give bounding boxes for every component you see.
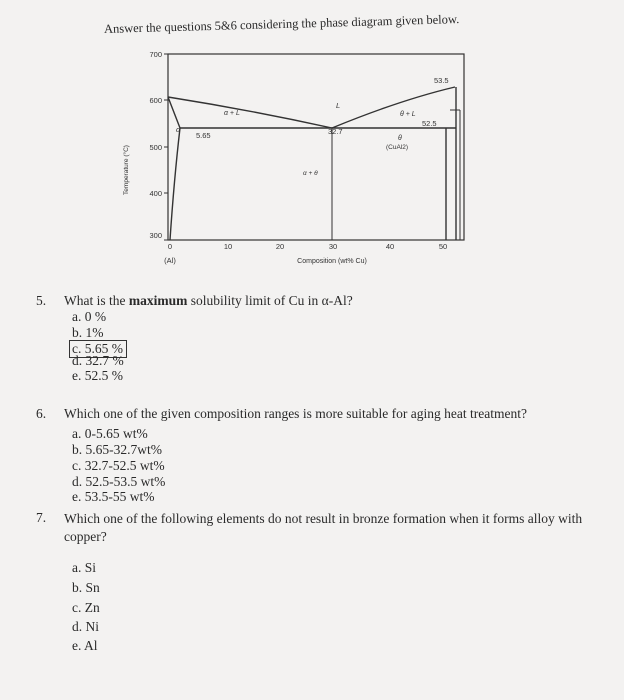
instruction-text: Answer the questions 5&6 considering the phase diagram given below. (103, 12, 460, 36)
q5-option-b[interactable]: b. 1% (72, 325, 104, 340)
y-tick-600: 600 (149, 96, 162, 105)
y-axis-label: Temperature (°C) (123, 145, 130, 195)
question-5-text (64, 293, 353, 309)
label-theta: θ (398, 135, 402, 142)
question-5-emphasis: maximum (128, 293, 188, 308)
question-7-text: Which one of the following elements do not result in bronze formation when it forms alloy with copper? (64, 511, 583, 544)
question-5-suffix: solubility limit of Cu in α-Al? (187, 293, 353, 308)
q6-option-c[interactable]: c. 32.7-52.5 wt% (72, 458, 165, 473)
x-tick-20: 20 (275, 242, 285, 251)
label-alpha-theta: α + θ (303, 170, 318, 177)
label-32-7: 32.7 (328, 127, 343, 136)
alpha-solvus (170, 128, 180, 240)
x-tick-40: 40 (385, 242, 395, 251)
solidus (168, 97, 180, 128)
x-sublabel-al: (Al) (164, 256, 176, 265)
q5-option-a[interactable]: a. 0 % (72, 309, 107, 324)
q7-option-d[interactable]: d. Ni (72, 619, 99, 634)
label-alpha-L: α + L (224, 110, 240, 117)
q6-option-a[interactable]: a. 0-5.65 wt% (72, 426, 148, 441)
q7-option-a[interactable]: a. Si (72, 560, 97, 575)
q5-option-d[interactable]: d. 32.7 % (72, 353, 124, 368)
x-tick-10: 10 (223, 242, 233, 251)
plot-frame (168, 54, 464, 240)
q5-option-c-selected[interactable]: c. 5.65 % (69, 340, 127, 358)
q6-option-b[interactable]: b. 5.65-32.7wt% (72, 442, 162, 457)
y-tick-700: 700 (149, 50, 162, 59)
question-6 (36, 406, 616, 426)
label-53-5: 53.5 (434, 76, 449, 85)
liquidus-left (168, 97, 332, 128)
label-52-5: 52.5 (422, 119, 437, 128)
question-7 (36, 510, 616, 550)
question-5-prefix: What is the (64, 293, 129, 308)
x-tick-50: 50 (438, 242, 448, 251)
q5-option-e[interactable]: e. 52.5 % (72, 368, 123, 383)
y-tick-400: 400 (149, 189, 162, 198)
y-tick-300: 300 (149, 231, 162, 240)
question-5-number: 5. (36, 293, 47, 308)
question-7-number: 7. (36, 510, 47, 525)
q6-option-e[interactable]: e. 53.5-55 wt% (72, 489, 155, 504)
phase-diagram (110, 50, 490, 280)
q7-option-c[interactable]: c. Zn (72, 600, 100, 615)
label-alpha: α (176, 125, 181, 134)
label-L: L (336, 101, 341, 110)
x-tick-0: 0 (167, 242, 173, 251)
q6-option-d[interactable]: d. 52.5-53.5 wt% (72, 474, 166, 489)
question-6-number: 6. (36, 406, 47, 421)
label-5-65: 5.65 (196, 131, 211, 140)
y-tick-500: 500 (149, 143, 162, 152)
question-6-text: Which one of the given composition ranges is more suitable for aging heat treatment? (64, 406, 527, 421)
label-cual2: (CuAl2) (386, 144, 409, 151)
phase-boundaries (168, 87, 460, 240)
x-axis-label: Composition (wt% Cu) (297, 258, 367, 265)
q7-option-e[interactable]: e. Al (72, 638, 98, 653)
y-ticks (164, 54, 168, 240)
x-tick-30: 30 (328, 242, 338, 251)
q7-option-b[interactable]: b. Sn (72, 580, 100, 595)
label-theta-L: θ + L (400, 111, 416, 118)
